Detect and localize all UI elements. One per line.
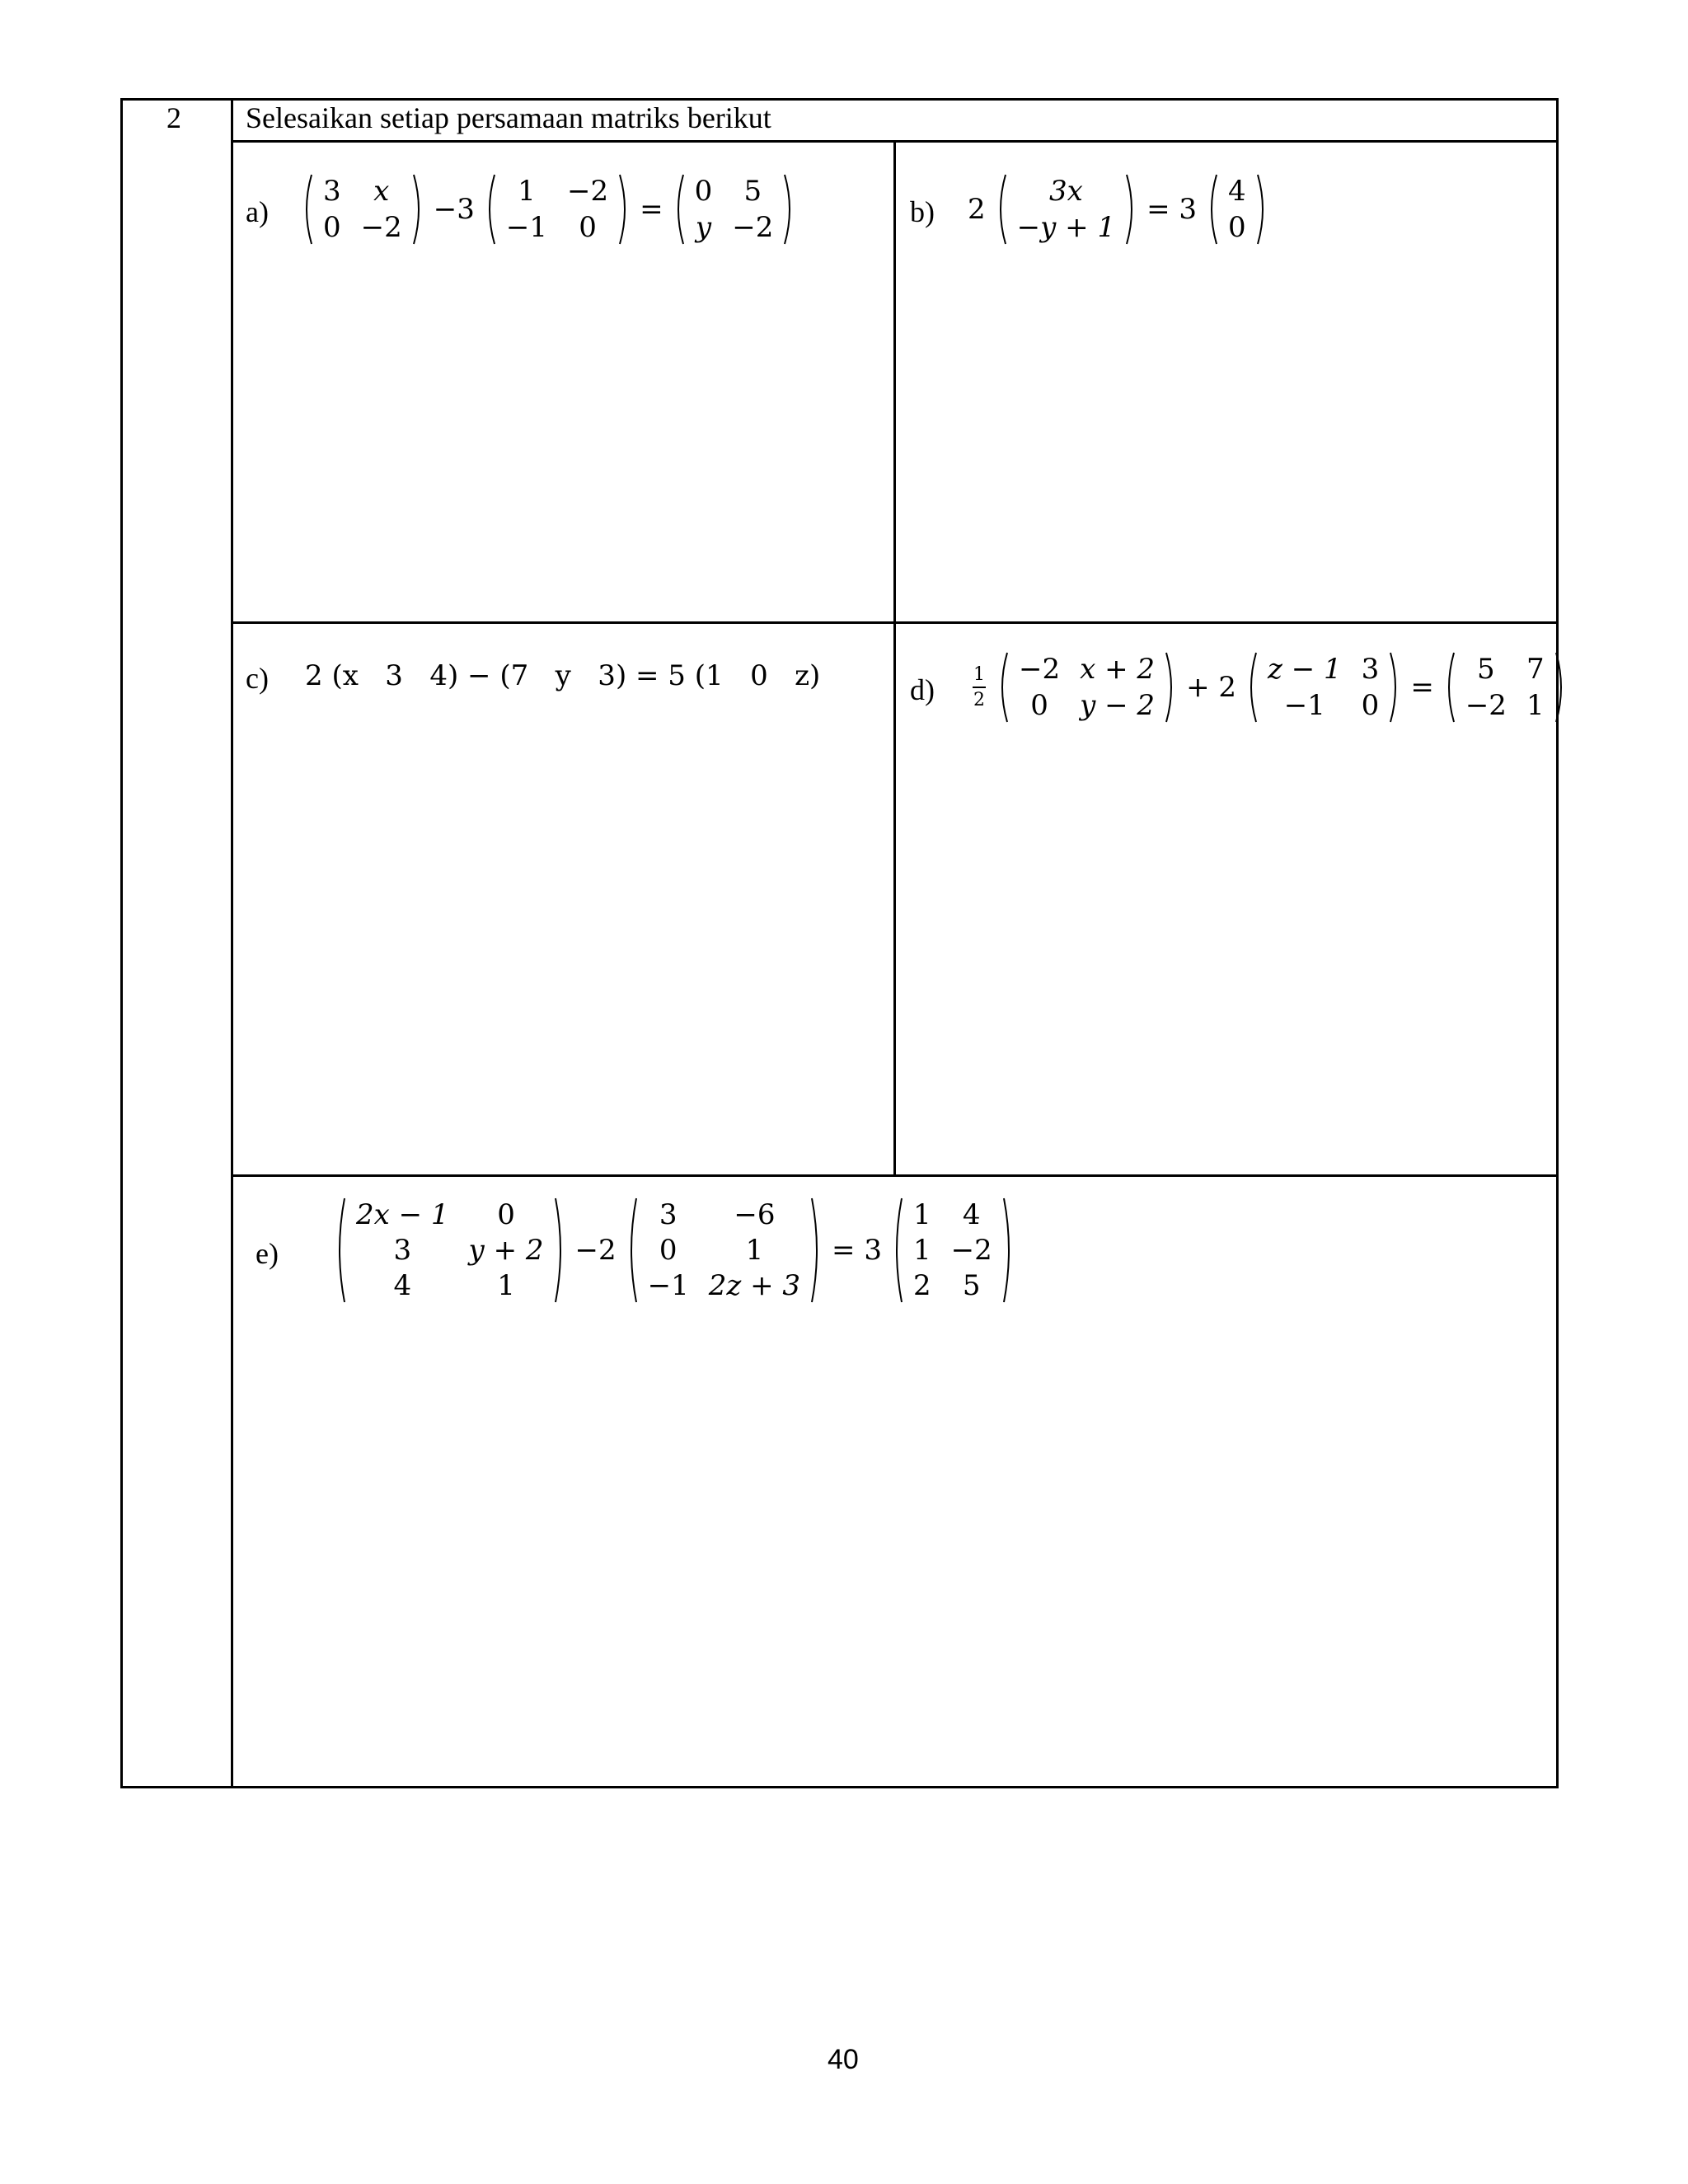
matrix-e2 (625, 1197, 823, 1304)
matrix-entry: −1 (647, 1269, 689, 1303)
left-paren (625, 1197, 638, 1304)
matrix-entry: x (373, 175, 390, 208)
matrix-entry: 5 (962, 1269, 981, 1303)
right-paren (1256, 173, 1269, 246)
equals-sign-e: = 3 (832, 1234, 882, 1267)
matrix-entry: 3 (323, 175, 341, 208)
fraction-numerator: 1 (973, 664, 985, 685)
part-e-equation (330, 1197, 1019, 1304)
matrix-entry: −6 (734, 1197, 776, 1231)
matrix-entry: 3 (659, 1197, 678, 1231)
matrix-entry: 0 (579, 211, 597, 244)
question-number: 2 (166, 101, 181, 134)
matrix-entry: 4 (393, 1269, 412, 1303)
equals-sign-b: = 3 (1146, 193, 1198, 226)
operator-a1: −3 (433, 193, 475, 226)
matrix-a3 (672, 173, 797, 246)
right-paren (1554, 651, 1568, 724)
left-paren (333, 1197, 346, 1304)
matrix-b1 (994, 173, 1138, 246)
equals-sign-a: = (640, 193, 663, 226)
matrix-entry: −1 (1283, 689, 1325, 722)
part-c-label: c) (246, 662, 269, 695)
coefficient-b: 2 (968, 193, 986, 226)
matrix-entry: 1 (1526, 689, 1545, 722)
matrix-entry: 0 (497, 1197, 515, 1231)
matrix-entry: 1 (912, 1197, 931, 1231)
page-number: 40 (828, 2044, 859, 2075)
fraction-bar (973, 687, 986, 688)
matrix-entry: 3 (393, 1233, 412, 1267)
part-e-label: e) (256, 1237, 279, 1270)
matrix-entry: z − 1 (1268, 653, 1342, 686)
matrix-entry: −1 (505, 211, 548, 244)
right-paren (783, 173, 796, 246)
matrix-entry: 2 (912, 1269, 931, 1303)
left-paren (1205, 173, 1218, 246)
left-paren (300, 173, 313, 246)
right-paren (618, 173, 631, 246)
matrix-entry: 7 (1526, 653, 1545, 686)
left-paren (1442, 651, 1456, 724)
right-paren (412, 173, 425, 246)
matrix-entry: 1 (745, 1233, 764, 1267)
equals-sign-d: = (1410, 671, 1434, 704)
matrix-entry: −2 (1465, 689, 1507, 722)
matrix-entry: −y + 1 (1016, 211, 1116, 244)
right-paren (810, 1197, 823, 1304)
left-paren (890, 1197, 903, 1304)
left-paren (996, 651, 1009, 724)
matrix-entry: 4 (1228, 175, 1246, 208)
matrix-entry: y + 2 (468, 1233, 544, 1267)
matrix-entry: 0 (659, 1233, 678, 1267)
matrix-entry: 0 (694, 175, 713, 208)
part-b-label: b) (910, 195, 935, 228)
matrix-entry: 5 (1477, 653, 1495, 686)
instruction-text: Selesaikan setiap persamaan matriks berikut (246, 101, 771, 134)
right-paren (1389, 651, 1402, 724)
operator-d1: + 2 (1186, 671, 1237, 704)
part-a-equation (297, 173, 799, 246)
matrix-entry: y − 2 (1080, 689, 1156, 722)
fraction (973, 664, 986, 710)
matrix-entry: 0 (1361, 689, 1380, 722)
part-d-label: d) (910, 673, 935, 706)
right-paren (1125, 173, 1138, 246)
right-paren (1165, 651, 1178, 724)
table-left-border (120, 98, 123, 1788)
left-paren (1245, 651, 1258, 724)
part-a-label: a) (246, 195, 269, 228)
left-paren (672, 173, 685, 246)
right-paren (1002, 1197, 1015, 1304)
matrix-entry: 4 (962, 1197, 981, 1231)
left-paren (483, 173, 496, 246)
number-column-divider (231, 98, 233, 1788)
matrix-entry: 1 (497, 1269, 515, 1303)
matrix-b2 (1205, 173, 1269, 246)
middle-column-divider (893, 140, 896, 1177)
matrix-e3 (890, 1197, 1015, 1304)
matrix-a1 (300, 173, 425, 246)
matrix-d1 (996, 651, 1178, 724)
matrix-entry: −2 (732, 211, 774, 244)
matrix-entry: 0 (1228, 211, 1246, 244)
part-b-equation (963, 173, 1273, 246)
matrix-d2 (1245, 651, 1402, 724)
matrix-entry: 2z + 3 (708, 1269, 801, 1303)
matrix-entry: x + 2 (1080, 653, 1156, 686)
matrix-entry: 0 (323, 211, 341, 244)
matrix-entry: 3x (1048, 175, 1083, 208)
matrix-entry: 1 (912, 1233, 931, 1267)
table-bottom-border (120, 1786, 1559, 1788)
matrix-entry: 3 (1361, 653, 1380, 686)
matrix-entry: −2 (950, 1233, 992, 1267)
matrix-entry: −2 (360, 211, 402, 244)
matrix-a2 (483, 173, 631, 246)
matrix-entry: y (695, 211, 712, 244)
part-c-equation: 2 (x 3 4) − (7 y 3) = 5 (1 0 z) (305, 659, 821, 692)
matrix-entry: 0 (1030, 689, 1048, 722)
matrix-entry: −2 (1019, 653, 1061, 686)
matrix-entry: 2x − 1 (356, 1197, 449, 1231)
table-right-border (1556, 98, 1559, 1788)
operator-e1: −2 (574, 1234, 617, 1267)
left-paren (994, 173, 1007, 246)
matrix-entry: 1 (518, 175, 536, 208)
matrix-e1 (333, 1197, 567, 1304)
fraction-denominator: 2 (973, 690, 985, 710)
matrix-d3 (1442, 651, 1568, 724)
part-d-equation (973, 651, 1571, 724)
matrix-entry: −2 (567, 175, 609, 208)
matrix-entry: 5 (743, 175, 762, 208)
right-paren (554, 1197, 567, 1304)
